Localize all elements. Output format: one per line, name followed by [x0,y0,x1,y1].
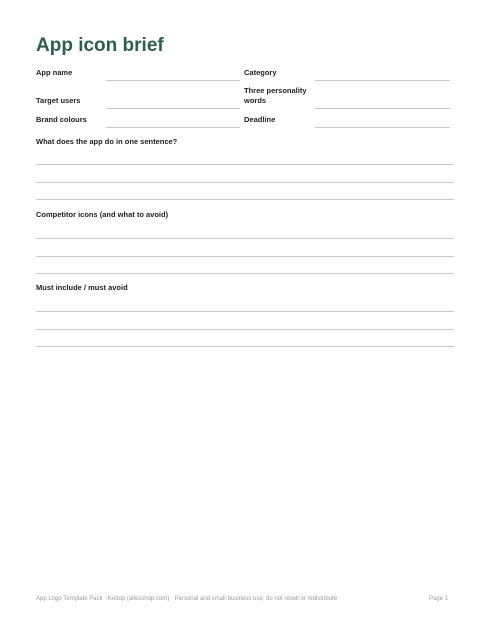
section-heading-app-description: What does the app do in one sentence? [36,137,178,146]
answer-line[interactable] [36,256,454,257]
deadline-label: Deadline [244,115,276,124]
answer-line[interactable] [36,329,454,330]
target-users-label: Target users [36,96,81,105]
deadline-field[interactable] [315,127,450,128]
answer-line[interactable] [36,273,454,274]
page-title: App icon brief [36,35,164,56]
answer-line[interactable] [36,311,454,312]
answer-line[interactable] [36,346,454,347]
section-heading-competitor-icons: Competitor icons (and what to avoid) [36,210,169,219]
personality-words-label: Three personality words [244,86,307,105]
footer-page-number: Page 1 [428,596,448,602]
brand-colours-field[interactable] [106,127,240,128]
brand-colours-label: Brand colours [36,115,87,124]
answer-line[interactable] [36,182,454,183]
category-field[interactable] [315,80,450,81]
footer-license-text: App Logo Template Pack · Kedop (allesshop.com) · Personal and small-business use; do not resell or redistribute [36,596,338,602]
personality-words-field[interactable] [315,108,450,109]
app-name-field[interactable] [106,80,240,81]
answer-line[interactable] [36,238,454,239]
target-users-field[interactable] [106,108,240,109]
app-name-label: App name [36,68,73,77]
section-heading-must-include: Must include / must avoid [36,283,128,292]
answer-line[interactable] [36,164,454,165]
category-label: Category [244,68,277,77]
answer-line[interactable] [36,199,454,200]
